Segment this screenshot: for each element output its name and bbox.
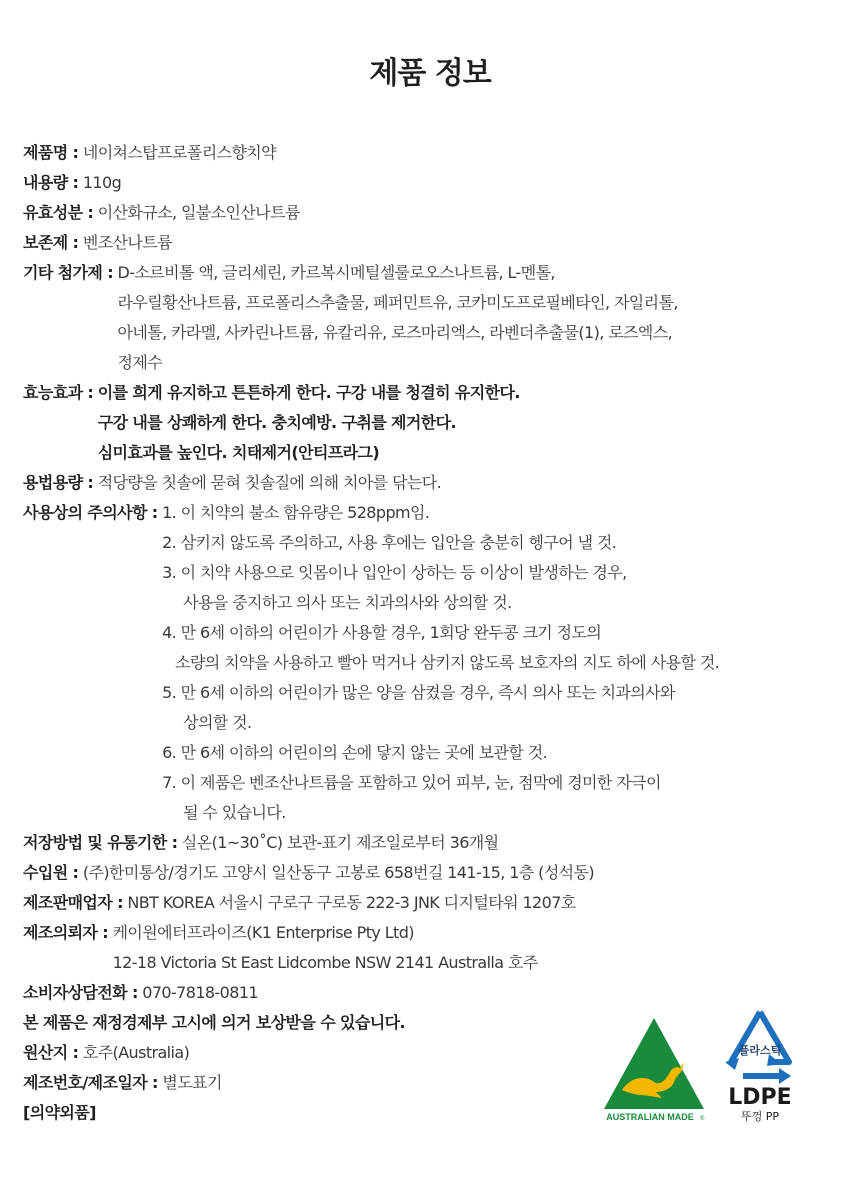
phone-value: 070-7818-0811 (142, 983, 258, 1002)
seller-value: NBT KOREA 서울시 구로구 구로동 222-3 JNK 디지털타워 1207호 (127, 893, 576, 912)
caution-text: 3. 이 치약 사용으로 잇몸이나 입안이 상하는 등 이상이 발생하는 경우, (162, 563, 627, 582)
manufacturer-label: 제조의뢰자 : (23, 923, 109, 942)
additives-line: D-소르비톨 액, 글리세린, 카르복시메틸셀룰로오스나트륨, L-멘톨, (117, 263, 555, 282)
usage-value: 적당량을 칫솔에 묻혀 칫솔질에 의해 치아를 닦는다. (97, 473, 442, 492)
usage-label: 용법용량 : (23, 473, 94, 492)
additives-line: 라우릴황산나트륨, 프로폴리스추출물, 페퍼민트유, 코카미도프로필베타인, 자일리톨, (117, 293, 678, 312)
australian-made-tm: ® (700, 1116, 705, 1122)
ldpe-top-text: 플라스틱 (738, 1044, 782, 1057)
caution-label: 사용상의 주의사항 : (23, 503, 158, 522)
preservative-row (23, 228, 853, 258)
efficacy-line: 심미효과를 높인다. 치태제거(안티프라그) (97, 443, 380, 462)
additives-lines (118, 258, 678, 378)
caution-item (162, 528, 719, 558)
efficacy-line: 이를 희게 유지하고 튼튼하게 한다. 구강 내를 청결히 유지한다. (97, 383, 520, 402)
preservative-value: 벤조산나트륨 (82, 233, 172, 252)
importer-row (23, 858, 853, 888)
volume-label: 내용량 : (23, 173, 79, 192)
active-ingredient-row (23, 198, 853, 228)
caution-text: 1. 이 치약의 불소 함유량은 528ppm임. (162, 503, 430, 522)
caution-item (162, 498, 719, 528)
efficacy-label: 효능효과 : (23, 383, 94, 402)
additives-line: 아네톨, 카라멜, 사카린나트륨, 유칼리유, 로즈마리엑스, 라벤더추출물(1), 로즈엑스, (117, 323, 673, 342)
product-info (23, 138, 853, 1128)
ldpe-recycling-logo (715, 1004, 805, 1129)
storage-value: 실온(1~30˚C) 보관-표기 제조일로부터 36개월 (181, 833, 499, 852)
volume-value: 110g (82, 173, 122, 192)
serial-label: 제조번호/제조일자 : (23, 1073, 158, 1092)
product-name-row (23, 138, 853, 168)
storage-row (23, 828, 853, 858)
caution-continuation: 소량의 치약을 사용하고 빨아 먹거나 삼키지 않도록 보호자의 지도 하에 사용할 것. (175, 653, 720, 672)
caution-text: 7. 이 제품은 벤조산나트륨을 포함하고 있어 피부, 눈, 점막에 경미한 자극이 (162, 773, 661, 792)
ldpe-sub-text: 뚜껑 PP (740, 1110, 780, 1123)
seller-label: 제조판매업자 : (23, 893, 123, 912)
caution-row (23, 498, 853, 828)
caution-text: 5. 만 6세 이하의 어린이가 많은 양을 삼켰을 경우, 즉시 의사 또는 치과의사와 (162, 683, 675, 702)
page-title: 제품 정보 (369, 56, 491, 91)
caution-text: 2. 삼키지 않도록 주의하고, 사용 후에는 입안을 충분히 헹구어 낼 것. (162, 533, 617, 552)
caution-item (162, 618, 719, 678)
active-ingredient-label: 유효성분 : (23, 203, 94, 222)
origin-value: 호주(Australia) (82, 1043, 190, 1062)
caution-text: 6. 만 6세 이하의 어린이의 손에 닿지 않는 곳에 보관할 것. (162, 743, 548, 762)
compensation-notice: 본 제품은 재정경제부 고시에 의거 보상받을 수 있습니다. (23, 1013, 405, 1032)
additives-row (23, 258, 853, 378)
caution-item (162, 738, 719, 768)
usage-row (23, 468, 853, 498)
caution-list (162, 498, 719, 828)
volume-row (23, 168, 853, 198)
australian-made-text: AUSTRALIAN MADE (606, 1112, 694, 1122)
ldpe-main-text: LDPE (728, 1085, 792, 1110)
caution-item (162, 678, 719, 738)
preservative-label: 보존제 : (23, 233, 79, 252)
caution-item (162, 558, 719, 618)
product-name-label: 제품명 : (23, 143, 79, 162)
product-name-value: 네이쳐스탑프로폴리스향치약 (82, 143, 276, 162)
efficacy-line: 구강 내를 상쾌하게 한다. 충치예방. 구취를 제거한다. (97, 413, 456, 432)
efficacy-lines (98, 378, 520, 468)
storage-label: 저장방법 및 유통기한 : (23, 833, 178, 852)
seller-row (23, 888, 853, 918)
australian-made-logo (600, 1016, 708, 1124)
manufacturer-address: 12-18 Victoria St East Lidcombe NSW 2141 Australla 호주 (112, 953, 538, 972)
caution-item (162, 768, 719, 828)
manufacturer-row (23, 918, 853, 978)
caution-continuation: 사용을 중지하고 의사 또는 치과의사와 상의할 것. (183, 593, 512, 612)
certification-logos (600, 1004, 805, 1129)
efficacy-row (23, 378, 853, 468)
caution-continuation: 될 수 있습니다. (183, 803, 286, 822)
manufacturer-lines (113, 918, 538, 978)
importer-label: 수입원 : (23, 863, 79, 882)
additives-label: 기타 첨가제 : (23, 263, 114, 282)
phone-label: 소비자상담전화 : (23, 983, 138, 1002)
additives-line: 정제수 (117, 353, 163, 372)
origin-label: 원산지 : (23, 1043, 79, 1062)
manufacturer-value: 케이원에터프라이즈(K1 Enterprise Pty Ltd) (112, 923, 414, 942)
serial-value: 별도표기 (162, 1073, 222, 1092)
active-ingredient-value: 이산화규소, 일불소인산나트륨 (97, 203, 300, 222)
importer-value: (주)한미통상/경기도 고양시 일산동구 고봉로 658번길 141-15, 1층 (성석동) (82, 863, 595, 882)
category-label: [의약외품] (23, 1103, 96, 1122)
caution-text: 4. 만 6세 이하의 어린이가 사용할 경우, 1회당 완두콩 크기 정도의 (162, 623, 602, 642)
caution-continuation: 상의할 것. (183, 713, 252, 732)
